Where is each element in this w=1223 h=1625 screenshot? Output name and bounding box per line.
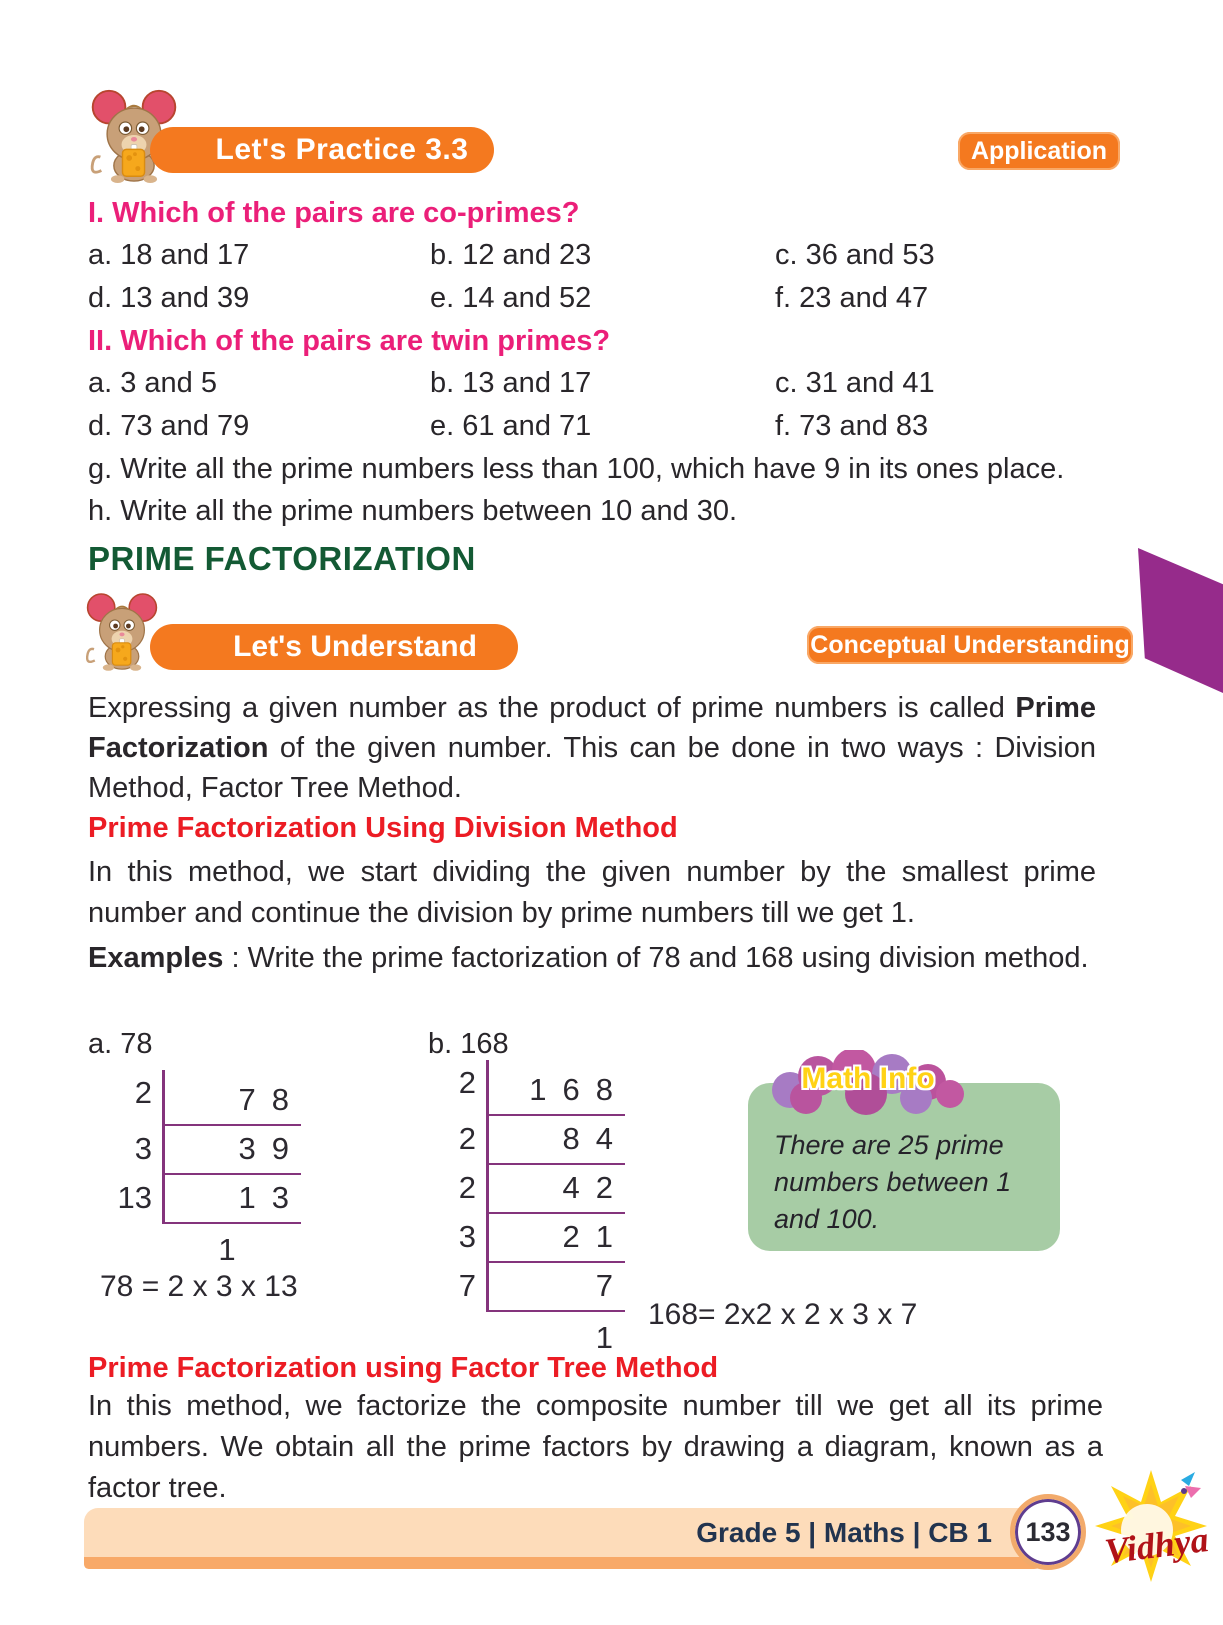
option-e: e. 61 and 71	[430, 410, 592, 442]
dividend: 84	[486, 1116, 625, 1165]
conceptual-understanding-label: Conceptual Understanding	[810, 630, 1130, 659]
application-badge-label: Application	[970, 136, 1108, 165]
examples-text: : Write the prime factorization of 78 and 168 using division method.	[223, 942, 1089, 974]
division-method-heading: Prime Factorization Using Division Method	[88, 812, 678, 844]
dividend: 21	[486, 1214, 625, 1263]
practice-banner-label: Let's Practice 3.3	[215, 133, 469, 166]
vidhya-logo	[1085, 1466, 1223, 1598]
question2-heading: II. Which of the pairs are twin primes?	[88, 325, 611, 357]
conceptual-understanding-badge	[807, 626, 1133, 664]
option-c: c. 36 and 53	[775, 239, 935, 271]
division-method-paragraph: In this method, we start dividing the given number by the smallest prime number and continue the division by prime numbers till we get 1.	[88, 856, 1096, 929]
footer-strip	[84, 1557, 1046, 1569]
svg-text:Vidhya: Vidhya	[1102, 1519, 1211, 1572]
practice-banner	[150, 127, 494, 173]
question2-options	[88, 362, 1160, 448]
division-row	[104, 1126, 305, 1175]
division-table-168	[428, 1060, 629, 1356]
breadcrumb: Grade 5 | Maths | CB 1	[696, 1517, 992, 1548]
mouse-mascot-icon	[82, 582, 162, 678]
sunburst-logo-icon	[1085, 1466, 1223, 1598]
division-row	[104, 1175, 305, 1224]
divisor: 13	[117, 1180, 152, 1215]
option-c: c. 31 and 41	[775, 367, 935, 399]
dividend: 42	[486, 1165, 625, 1214]
question-h: h. Write all the prime numbers between 10 and 30.	[88, 495, 738, 527]
example-a-label: a. 78	[88, 1028, 153, 1060]
dividend: 7	[486, 1263, 625, 1312]
decorative-purple-shape	[1138, 548, 1223, 693]
division-row	[428, 1116, 629, 1165]
intro-text: Expressing a given number as the product of prime numbers is called	[88, 692, 1016, 724]
examples-label: Examples	[88, 942, 224, 974]
dividend: 78	[162, 1070, 301, 1126]
division-table-78	[104, 1070, 305, 1268]
question-g: g. Write all the prime numbers less than 100, which have 9 in its ones place.	[88, 453, 1065, 485]
equation-78: 78 = 2 x 3 x 13	[100, 1270, 298, 1303]
option-b: b. 13 and 17	[430, 367, 592, 399]
math-info-cloud	[766, 1050, 970, 1116]
intro-bold-term: Prime Factorization	[88, 692, 1096, 764]
division-result: 1	[218, 1232, 236, 1267]
option-d: d. 13 and 39	[88, 282, 250, 314]
division-row	[428, 1060, 629, 1116]
divisor: 7	[458, 1268, 476, 1303]
option-d: d. 73 and 79	[88, 410, 250, 442]
example-b-label: b. 168	[428, 1028, 509, 1060]
application-badge	[958, 132, 1120, 170]
understand-banner	[150, 624, 518, 670]
division-row	[428, 1165, 629, 1214]
division-row	[104, 1070, 305, 1126]
division-result: 1	[595, 1320, 613, 1355]
section-title: PRIME FACTORIZATION	[88, 540, 476, 577]
option-e: e. 14 and 52	[430, 282, 592, 314]
option-f: f. 23 and 47	[775, 282, 929, 314]
math-info-text: There are 25 prime numbers between 1 and 100.	[774, 1130, 1012, 1234]
divisor: 3	[134, 1131, 152, 1166]
option-b: b. 12 and 23	[430, 239, 592, 271]
examples-paragraph	[88, 936, 1096, 980]
divisor: 2	[134, 1075, 152, 1110]
factor-tree-heading: Prime Factorization using Factor Tree Method	[88, 1352, 719, 1384]
equation-168: 168= 2x2 x 2 x 3 x 7	[648, 1298, 918, 1331]
factor-tree-paragraph: In this method, we factorize the composite number till we get all its prime numbers. We obtain all the prime factors by drawing a diagram, known as a factor tree.	[88, 1390, 1103, 1504]
page-number-badge	[1010, 1494, 1086, 1570]
page-number: 133	[1025, 1516, 1071, 1547]
practice-questions	[88, 192, 1160, 532]
understand-banner-label: Let's Understand	[233, 630, 477, 663]
question1-heading: I. Which of the pairs are co-primes?	[88, 197, 580, 229]
divisor: 2	[458, 1065, 476, 1100]
divisor: 2	[458, 1170, 476, 1205]
intro-paragraph	[88, 688, 1096, 808]
dividend: 39	[162, 1126, 301, 1175]
division-row	[428, 1214, 629, 1263]
dividend: 13	[162, 1175, 301, 1224]
dividend: 168	[486, 1060, 625, 1116]
divisor: 2	[458, 1121, 476, 1156]
divisor: 3	[458, 1219, 476, 1254]
question1-options	[88, 234, 1160, 320]
division-row	[428, 1263, 629, 1312]
math-info-title: Math Info	[801, 1062, 935, 1095]
option-a: a. 3 and 5	[88, 367, 217, 399]
option-f: f. 73 and 83	[775, 410, 929, 442]
intro-text: of the given number. This can be done in two ways : Division Method, Factor Tree Method.	[88, 732, 1096, 804]
option-a: a. 18 and 17	[88, 239, 250, 271]
